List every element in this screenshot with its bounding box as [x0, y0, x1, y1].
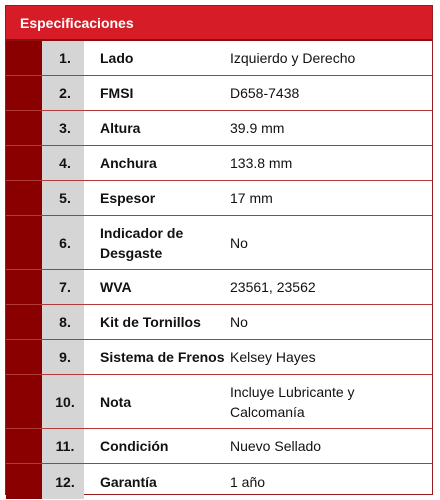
- row-label: Indicador de Desgaste: [100, 224, 184, 261]
- row-label: Nota: [100, 393, 132, 410]
- row-label: Garantía: [100, 473, 157, 490]
- row-value: Incluye Lubricante y Calcomanía: [230, 383, 355, 420]
- row-value: Kelsey Hayes: [230, 349, 316, 365]
- row-number: 1.: [42, 41, 84, 75]
- row-stripe: [6, 76, 42, 110]
- table-row: [6, 146, 432, 181]
- table-row: [6, 340, 432, 375]
- row-number: 9.: [42, 340, 84, 374]
- row-number: 12.: [42, 464, 84, 499]
- table-row: [6, 305, 432, 340]
- row-stripe: [6, 270, 42, 304]
- row-value: No: [230, 314, 248, 330]
- row-stripe: [6, 429, 42, 463]
- row-number: 7.: [42, 270, 84, 304]
- row-label: Kit de Tornillos: [100, 314, 201, 330]
- row-label: WVA: [100, 279, 132, 295]
- row-label: Espesor: [100, 190, 156, 206]
- row-stripe: [6, 111, 42, 145]
- row-value: 133.8 mm: [230, 155, 293, 171]
- table-row: [6, 216, 432, 270]
- row-number: 10.: [42, 375, 84, 428]
- table-row: [6, 464, 432, 499]
- table-row: [6, 181, 432, 216]
- row-label: Sistema de Frenos: [100, 349, 225, 365]
- row-number: 6.: [42, 216, 84, 269]
- row-value: Izquierdo y Derecho: [230, 50, 356, 66]
- table-row: [6, 375, 432, 429]
- row-value: Nuevo Sellado: [230, 438, 322, 454]
- row-number: 2.: [42, 76, 84, 110]
- table-row: [6, 270, 432, 305]
- row-value: 23561, 23562: [230, 279, 316, 295]
- row-label: Lado: [100, 50, 134, 66]
- row-number: 8.: [42, 305, 84, 339]
- row-number: 11.: [42, 429, 84, 463]
- row-value: 1 año: [230, 473, 266, 490]
- table-row: [6, 429, 432, 464]
- row-stripe: [6, 464, 42, 499]
- row-stripe: [6, 375, 42, 428]
- row-number: 3.: [42, 111, 84, 145]
- table-header: Especificaciones: [6, 6, 432, 41]
- row-number: 4.: [42, 146, 84, 180]
- table-row: [6, 41, 432, 76]
- row-label: FMSI: [100, 85, 134, 101]
- table-row: [6, 76, 432, 111]
- specifications-table: [5, 5, 433, 495]
- row-label: Condición: [100, 438, 169, 454]
- row-value: 39.9 mm: [230, 120, 285, 136]
- row-stripe: [6, 146, 42, 180]
- row-label: Anchura: [100, 155, 157, 171]
- row-value: 17 mm: [230, 190, 273, 206]
- row-value: D658-7438: [230, 85, 300, 101]
- row-stripe: [6, 340, 42, 374]
- row-stripe: [6, 181, 42, 215]
- row-label: Altura: [100, 120, 141, 136]
- row-stripe: [6, 305, 42, 339]
- row-number: 5.: [42, 181, 84, 215]
- table-row: [6, 111, 432, 146]
- row-stripe: [6, 41, 42, 75]
- row-stripe: [6, 216, 42, 269]
- row-value: No: [230, 234, 248, 251]
